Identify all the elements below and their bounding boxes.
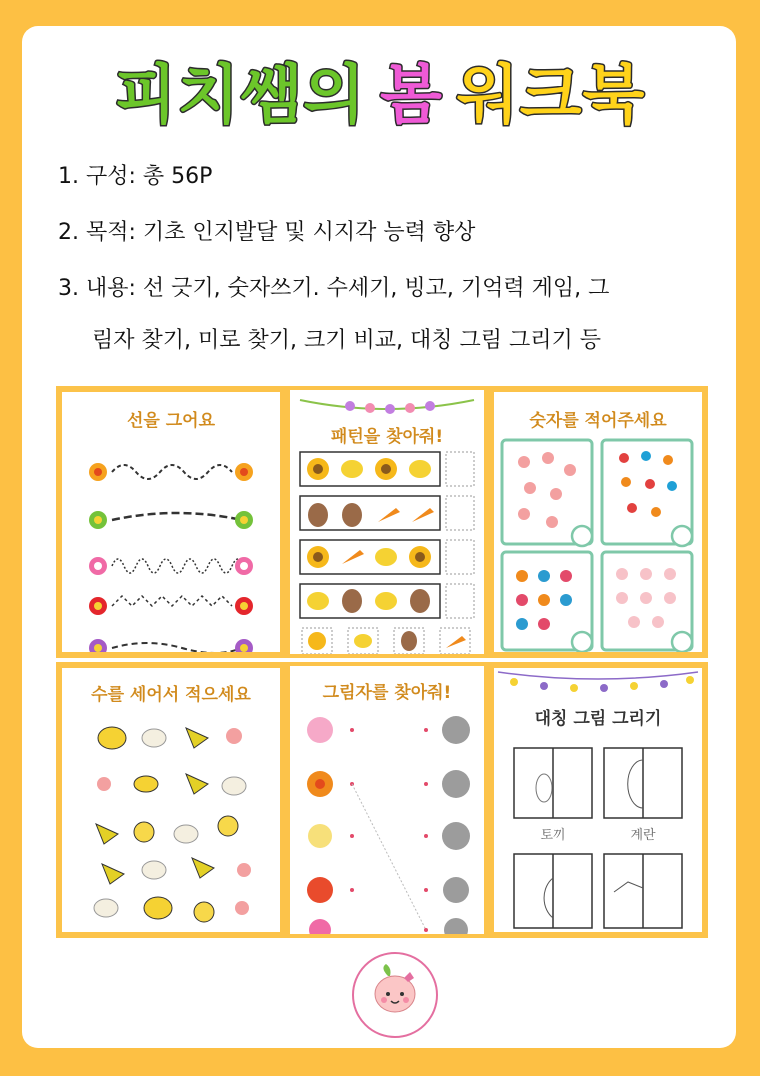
title-part-1: 피치쌤의 [114,59,366,133]
line-tracing-illustration [62,442,280,658]
flower-icon [89,511,107,529]
panel-title: 숫자를 적어주세요 [529,411,667,431]
title-part-3: 워크북 [456,59,646,133]
flower-icon [89,463,107,481]
panel-title: 그림자를 찾아줘! [322,683,452,703]
counting-boxes [494,436,702,656]
worksheet-panel-counting [488,386,708,658]
count-items-illustration [62,708,280,938]
list-text: 내용: 선 긋기, 숫자쓰기. 수세기, 빙고, 기억력 게임, 그 [86,276,610,301]
symmetry-label: 토끼 [540,828,566,843]
list-item [58,166,212,188]
list-text: 구성: 총 56P [86,164,213,189]
shadow-matching-illustration [290,704,484,938]
star-garland [494,668,702,696]
worksheet-panel-lines [56,386,286,658]
flower-icon [89,557,107,575]
worksheet-panel-pattern [286,386,488,658]
flower-garland [290,394,484,418]
list-number: 2. [58,220,79,245]
list-number: 3. [58,276,79,301]
peach-logo [352,952,438,1038]
panel-title: 패턴을 찾아줘! [330,427,444,447]
flower-icon [235,463,253,481]
list-item [58,278,609,300]
panel-title: 수를 세어서 적으세요 [91,685,251,705]
worksheet-panel-shadow [286,662,488,938]
peach-icon [354,954,436,1036]
list-number: 1. [58,164,79,189]
title-part-2: 봄 [379,59,443,133]
panel-title: 선을 그어요 [126,411,216,431]
flower-icon [89,597,107,615]
worksheet-panel-count-write [56,662,286,938]
page-title [0,44,760,136]
flower-icon [235,597,253,615]
symmetry-label: 계란 [630,828,656,843]
panel-title: 대칭 그림 그리기 [534,709,662,729]
worksheet-preview-grid [56,386,708,938]
flower-icon [235,511,253,529]
list-item-continued: 림자 찾기, 미로 찾기, 크기 비교, 대칭 그림 그리기 등 [92,328,601,353]
worksheet-panel-symmetry [488,662,708,938]
pattern-rows [290,448,484,658]
list-item [58,222,475,244]
flower-icon [235,557,253,575]
flower-icon [89,639,107,657]
flower-icon [235,639,253,657]
list-text: 목적: 기초 인지발달 및 시지각 능력 향상 [86,220,476,245]
